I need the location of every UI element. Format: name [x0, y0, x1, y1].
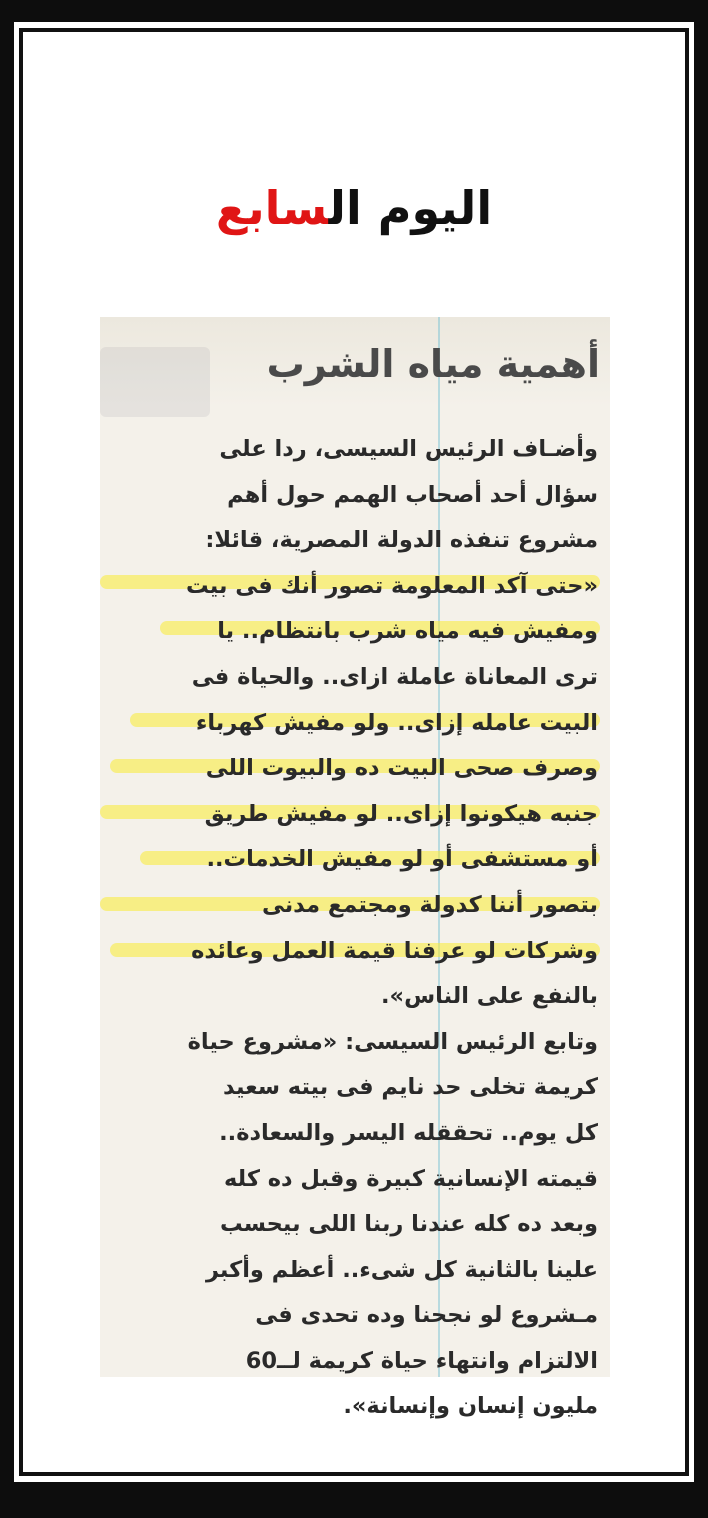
article-line: الالتزام وانتهاء حياة كريمة لــ60: [245, 1347, 598, 1374]
article-line: أو مستشفى أو لو مفيش الخدمات..: [206, 846, 598, 873]
article-line: بالنفع على الناس».: [380, 983, 598, 1010]
article-line: بتصور أننا كدولة ومجتمع مدنى: [261, 891, 598, 918]
article-line: علينا بالثانية كل شىء.. أعظم وأكبر: [205, 1256, 598, 1283]
article-line: قيمته الإنسانية كبيرة وقبل ده كله: [224, 1165, 598, 1192]
newspaper-logo: [14, 180, 694, 236]
article-line: سؤال أحد أصحاب الهمم حول أهم: [227, 481, 598, 508]
bleed-through-shape: [100, 347, 210, 417]
article-line: ومفيش فيه مياه شرب بانتظام.. يا: [217, 618, 598, 645]
article-line: وبعد ده كله عندنا ربنا اللى بيحسب: [219, 1211, 598, 1238]
page-frame: [14, 22, 694, 1482]
article-line: البيت عامله إزاى.. ولو مفيش كهرباء: [195, 709, 598, 736]
article-line: جنبه هيكونوا إزاى.. لو مفيش طريق: [204, 800, 598, 827]
article-line: ترى المعاناة عاملة ازاى.. والحياة فى: [191, 663, 598, 690]
article-line: كريمة تخلى حد نايم فى بيته سعيد: [222, 1074, 598, 1101]
article-line: وشركات لو عرفنا قيمة العمل وعائده: [191, 937, 598, 964]
logo-text-red: سابع: [215, 181, 329, 235]
article-line: وصرف صحى البيت ده والبيوت اللى: [205, 755, 598, 782]
article-line: كل يوم.. تحققله اليسر والسعادة..: [219, 1119, 598, 1146]
article-line: «حتى آكد المعلومة تصور أنك فى بيت: [185, 572, 598, 599]
newspaper-clipping: [100, 317, 610, 1420]
article-line: مشروع تنفذه الدولة المصرية، قائلا:: [205, 527, 598, 554]
article-line: مليون إنسان وإنسانة».: [343, 1393, 598, 1420]
article-body: [114, 427, 598, 1430]
logo-text-black: اليوم ال: [328, 181, 493, 235]
article-line: وأضـاف الرئيس السيسى، ردا على: [219, 436, 598, 462]
article-headline: أهمية مياه الشرب: [266, 342, 600, 386]
article-line: وتابع الرئيس السيسى: «مشروع حياة: [187, 1028, 598, 1055]
article-line: مـشروع لو نجحنا وده تحدى فى: [255, 1302, 598, 1329]
